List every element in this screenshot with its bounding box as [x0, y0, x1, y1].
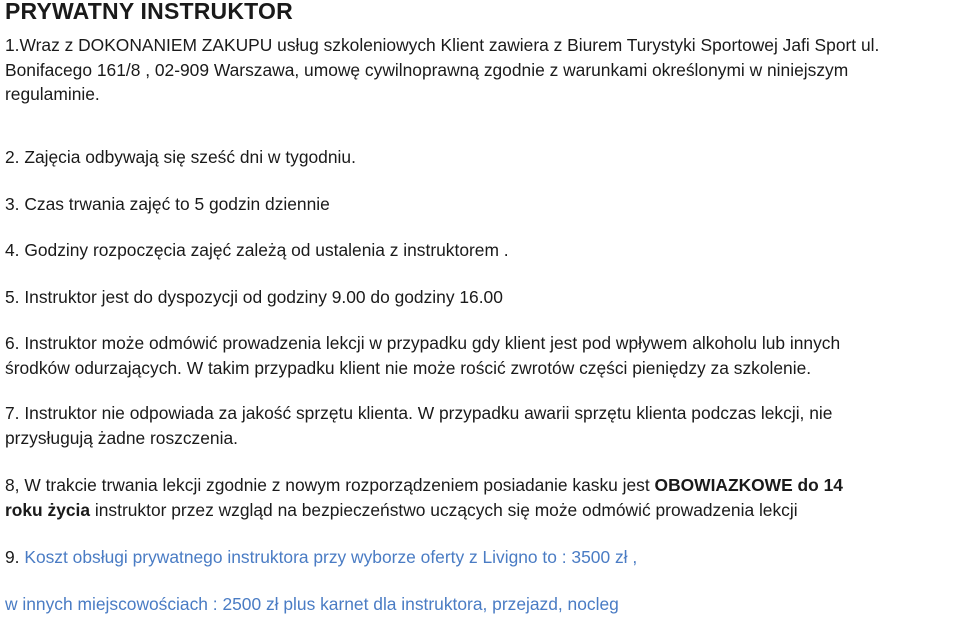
document-title: PRYWATNY INSTRUKTOR [5, 0, 293, 24]
paragraph-9-number: 9. [5, 547, 25, 567]
paragraph-9-livigno-price [5, 545, 953, 570]
paragraph-5-availability: 5. Instruktor jest do dyspozycji od godziny 9.00 do godziny 16.00 [5, 287, 503, 307]
paragraph-1-line-3: regulaminie. [5, 84, 100, 104]
paragraph-10-other-price: w innych miejscowościach : 2500 zł plus karnet dla instruktora, przejazd, nocleg [5, 594, 619, 614]
paragraph-6-line-1: 6. Instruktor może odmówić prowadzenia lekcji w przypadku gdy klient jest pod wpływem alkoholu lub innych [5, 333, 841, 353]
paragraph-6-line-2: środków odurzających. W takim przypadku klient nie może rościć zwrotów części pieniędzy za szkolenie. [5, 357, 812, 378]
paragraph-6-refusal [5, 331, 953, 380]
paragraph-1-contract [5, 33, 953, 107]
paragraph-8-mandatory-emphasis: OBOWIAZKOWE do 14 [654, 475, 843, 495]
paragraph-8-line-1-text: 8, W trakcie trwania lekcji zgodnie z nowym rozporządzeniem posiadanie kasku jest [5, 475, 655, 495]
paragraph-4-hours: 4. Godziny rozpoczęcia zajęć zależą od ustalenia z instruktorem . [5, 240, 509, 260]
paragraph-2-days: 2. Zajęcia odbywają się sześć dni w tygodniu. [5, 147, 356, 167]
paragraph-3-duration: 3. Czas trwania zajęć to 5 godzin dziennie [5, 194, 330, 214]
paragraph-7-equipment [5, 401, 953, 450]
paragraph-1-line-1: 1.Wraz z DOKONANIEM ZAKUPU usług szkoleniowych Klient zawiera z Biurem Turystyki Sportowej Jafi Sport ul. [5, 35, 880, 55]
paragraph-7-line-1: 7. Instruktor nie odpowiada za jakość sprzętu klienta. W przypadku awarii sprzętu klienta podczas lekcji, nie [5, 403, 833, 423]
paragraph-9-price-text: Koszt obsługi prywatnego instruktora przy wyborze oferty z Livigno to : 3500 zł , [24, 547, 638, 567]
paragraph-8-helmet [5, 473, 953, 522]
paragraph-8-line-2-text: instruktor przez wzgląd na bezpieczeństwo uczących się może odmówić prowadzenia lekcji [90, 499, 798, 520]
paragraph-7-line-2: przysługują żadne roszczenia. [5, 427, 238, 448]
paragraph-8-age-emphasis: roku życia [5, 499, 91, 520]
paragraph-1-line-2: Bonifacego 161/8 , 02-909 Warszawa, umowę cywilnoprawną zgodnie z warunkami określonymi w niniejszym [5, 59, 849, 80]
